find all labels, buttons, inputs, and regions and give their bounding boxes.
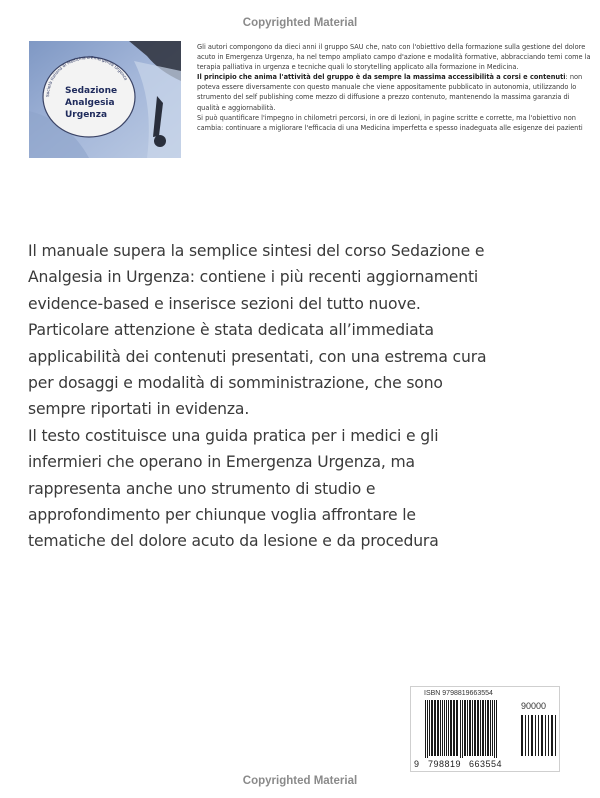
barcode-bar xyxy=(434,700,436,756)
barcode-guard-bar xyxy=(460,700,461,758)
description-line: approfondimento per chiunque voglia affrontare le xyxy=(28,506,416,525)
description-line: evidence-based e inserisce sezioni del tutto nuove. xyxy=(28,294,421,313)
about-paragraph-2 xyxy=(197,72,592,112)
price-barcode-bar xyxy=(538,715,539,756)
description-line: Il manuale supera la semplice sintesi del corso Sedazione e xyxy=(28,242,485,260)
description-line: per dosaggi e modalità di somministrazione, che sono xyxy=(28,374,443,393)
authors-about-section xyxy=(197,42,592,133)
zipper-ring xyxy=(154,135,166,147)
barcode-bar xyxy=(464,700,466,756)
barcode-bar xyxy=(453,700,455,756)
description-line: rappresenta anche uno strumento di studio e xyxy=(28,479,376,498)
about-paragraph-2-bold: Il principio che anima l'attività del gruppo è da sempre la massima accessibilità a corsi e contenuti xyxy=(197,73,566,82)
price-barcode-bar xyxy=(551,715,553,756)
badge-line-3: Urgenza xyxy=(65,110,108,120)
badge-photo-illustration xyxy=(29,41,181,158)
barcode-bar xyxy=(442,700,443,756)
barcode-bar xyxy=(480,700,481,756)
barcode-guard-bar xyxy=(427,700,428,758)
description-line: applicabilità dei contenuti presentati, con una estrema cura xyxy=(28,347,487,366)
barcode-bar xyxy=(477,700,479,756)
barcode-bar xyxy=(456,700,458,756)
barcode-bar xyxy=(485,700,486,756)
barcode-bar xyxy=(482,700,484,756)
barcode-bar xyxy=(487,700,489,756)
barcode-bar xyxy=(467,700,468,756)
copyright-watermark-top: Copyrighted Material xyxy=(242,17,358,29)
barcode-bar xyxy=(474,700,476,756)
price-barcode-bar xyxy=(528,715,529,756)
description-line: Analgesia in Urgenza: contiene i più recenti aggiornamenti xyxy=(28,268,479,287)
barcode-bar xyxy=(444,700,445,756)
barcode-bar xyxy=(448,700,449,756)
barcode-bar xyxy=(446,700,447,756)
copyright-watermark-bottom: Copyrighted Material xyxy=(242,775,358,787)
price-barcode-bar xyxy=(535,715,536,756)
barcode-guard-bar xyxy=(496,700,497,758)
barcode-guard-bar xyxy=(425,700,426,758)
isbn-barcode xyxy=(410,686,560,772)
badge-ring-text: Società Italiana di Medicina d'Emergenza Urgenza xyxy=(44,54,129,98)
badge-line-2: Analgesia xyxy=(65,98,115,108)
author-group-photo xyxy=(29,41,181,158)
price-barcode-bar xyxy=(531,715,533,756)
about-paragraph-3: Si può quantificare l'impegno in chilometri percorsi, in ore di lezioni, in pagine scritte e corrette, ma l'obiettivo non cambia: continuare a migliorare l'efficacia di una Medicina imperfetta e spesso inadeguata alle esigenze dei pazienti xyxy=(197,113,583,132)
barcode-bar xyxy=(450,700,452,756)
description-line: tematiche del dolore acuto da lesione e da procedura xyxy=(28,532,439,551)
price-barcode-bar xyxy=(541,715,543,756)
barcode-bar xyxy=(472,700,473,756)
price-code-label: 90000 xyxy=(521,701,547,711)
barcode-digits-group-2: 663554 xyxy=(469,759,503,769)
barcode-bar xyxy=(490,700,491,756)
price-barcode-bar xyxy=(545,715,546,756)
barcode-guard-bar xyxy=(494,700,495,758)
barcode-bar xyxy=(437,700,439,756)
price-barcode-bar xyxy=(521,715,523,756)
description-line: Particolare attenzione è stata dedicata all’immediata xyxy=(28,321,434,340)
barcode-bar xyxy=(492,700,493,756)
barcode-bar xyxy=(429,700,430,756)
barcode-bar xyxy=(469,700,471,756)
about-paragraph-2-rest: : non poteva essere diversamente con questo manuale che viene appositamente pubblicato in autonomia, utilizzando lo strumento del self publishing come mezzo di diffusione a prezzo contenuto, mantenendo la massima garanzia di qualità e aggiornabilità. xyxy=(197,73,583,112)
book-description xyxy=(28,238,588,555)
about-paragraph-1: Gli autori compongono da dieci anni il gruppo SAU che, nato con l'obiettivo della formazione sulla gestione del dolore acuto in Emergenza Urgenza, ha nel tempo ampliato campo d'azione e modalità formative, abbracciando temi come la terapia palliativa in urgenza e tecniche quali lo storytelling applicato alla formazione in Medicina. xyxy=(197,43,591,72)
description-line: Il testo costituisce una guida pratica per i medici e gli xyxy=(28,426,439,445)
barcode-guard-bar xyxy=(462,700,463,758)
barcode-bar xyxy=(431,700,433,756)
badge-line-1: Sedazione xyxy=(65,86,118,96)
price-barcode-bar xyxy=(548,715,549,756)
barcode-bar xyxy=(440,700,441,756)
barcode-digit-first: 9 xyxy=(414,759,420,769)
price-barcode-bar xyxy=(525,715,526,756)
isbn-label: ISBN 9798819663554 xyxy=(424,690,493,697)
description-line: sempre riportati in evidenza. xyxy=(28,400,250,419)
barcode-digits-group-1: 798819 xyxy=(428,759,462,769)
price-barcode-bar xyxy=(555,715,556,756)
description-line: infermieri che operano in Emergenza Urgenza, ma xyxy=(28,453,415,472)
